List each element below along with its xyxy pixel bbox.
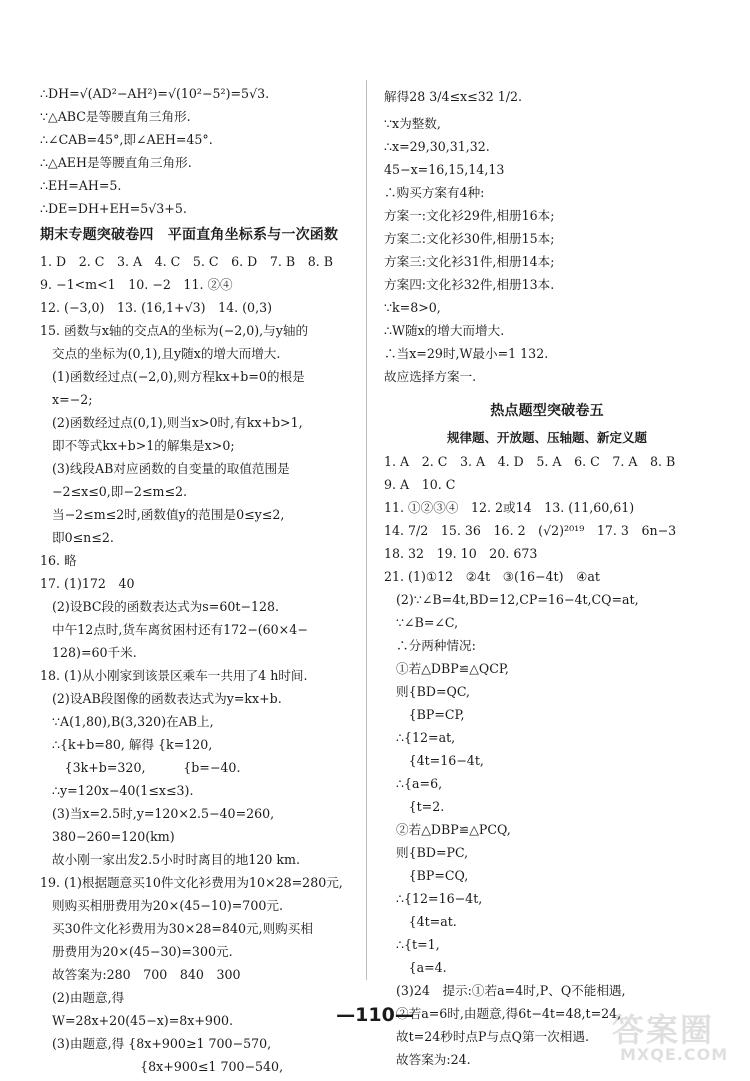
text-line: ∴购买方案有4种: [384,185,485,200]
text-line: 即不等式kx+b>1的解集是x>0; [52,438,235,453]
text-line: 方案一:文化衫29件,相册16本; [384,208,555,223]
text-line: (2)由题意,得 [52,990,125,1005]
watermark-logo [606,1001,736,1069]
equation-system-line: {4t=16−4t, [396,753,484,768]
inequality-system-line: (3)由题意,得 {8x+900≥1 700−570, [52,1036,272,1051]
text-line: ②若a=6时,由题意,得6t−4t=48,t=24, [396,1006,622,1021]
text-line: ∴DH=√(AD²−AH²)=√(10²−5²)=5√3. [40,86,270,101]
column-divider [366,80,367,980]
text-line: 中午12点时,货车离贫困村还有172−(60×4− [52,622,308,637]
left-column [40,82,358,1078]
text-line: 则购买相册费用为20×(45−10)=700元. [52,898,283,913]
equation-system-line: {a=4. [396,960,447,975]
equation-system-line: {4t=at. [396,914,457,929]
equation-system-line: {BP=CP, [396,707,465,722]
text-line: ∴△AEH是等腰直角三角形. [40,155,192,170]
text-line: 买30件文化衫费用为30×28=840元,则购买相 [52,921,313,936]
text-line: (1)函数经过点(−2,0),则方程kx+b=0的根是 [52,369,305,384]
text-line: 方案二:文化衫30件,相册15本; [384,231,555,246]
section-title: 期末专题突破卷四 平面直角坐标系与一次函数 [40,227,339,243]
text-line: 故t=24秒时点P与点Q第一次相遇. [396,1029,589,1044]
section-title: 热点题型突破卷五 [490,403,604,419]
text-line: (3)线段AB对应函数的自变量的取值范围是 [52,461,290,476]
text-line: 交点的坐标为(0,1),且y随x的增大而增大. [52,346,281,361]
text-line: ∴分两种情况: [396,638,476,653]
text-line: 9. A 10. C [384,477,456,492]
inequality-system-line: {8x+900≤1 700−540, [52,1059,284,1074]
text-line: (3)当x=2.5时,y=120×2.5−40=260, [52,806,275,821]
text-line: ∴当x=29时,W最小=1 132. [384,346,549,361]
text-line: 380−260=120(km) [52,829,175,844]
text-line: W=28x+20(45−x)=8x+900. [52,1013,233,1028]
text-line: ∵∠B=∠C, [396,615,459,630]
text-line: ∴x=29,30,31,32. [384,139,490,154]
text-line: 故小刚一家出发2.5小时时离目的地120 km. [52,852,300,867]
text-line: 18. 32 19. 10 20. 673 [384,546,538,561]
equation-system-line: 则{BD=QC, [396,684,471,699]
text-line: 册费用为20×(45−30)=300元. [52,944,233,959]
text-line: 当−2≤m≤2时,函数值y的范围是0≤y≤2, [52,507,285,522]
text-line: ∵k=8>0, [384,300,441,315]
equation-system-line: {t=2. [396,799,445,814]
equation-system-line: ∴{12=at, [396,730,456,745]
equation-system-line: {BP=CQ, [396,868,469,883]
right-column [384,82,710,1071]
text-line: 15. 函数与x轴的交点A的坐标为(−2,0),与y轴的 [40,323,309,338]
text-line: 故答案为:280 700 840 300 [52,967,241,982]
equation-system-line: ∴{a=6, [396,776,443,791]
watermark-text: 答案圈 [612,1011,715,1049]
text-line: 方案四:文化衫32件,相册13本. [384,277,555,292]
page-number: —110— [336,1004,414,1026]
section-subtitle: 规律题、开放题、压轴题、新定义题 [446,430,647,445]
text-line: ②若△DBP≌△PCQ, [396,822,511,837]
text-line: 9. −1<m<1 10. −2 11. ②④ [40,277,233,292]
text-line: 18. (1)从小刚家到该景区乘车一共用了4 h时间. [40,668,308,683]
text-line: 45−x=16,15,14,13 [384,162,505,177]
text-line: ∵△ABC是等腰直角三角形. [40,109,191,124]
text-line: ∴y=120x−40(1≤x≤3). [52,783,194,798]
text-line: ∴∠CAB=45°,即∠AEH=45°. [40,132,213,147]
equation-system-line: ∴{12=16−4t, [396,891,483,906]
text-line: 128)=60千米. [52,645,137,660]
text-line: (2)函数经过点(0,1),则当x>0时,有kx+b>1, [52,415,303,430]
text-line: ∵A(1,80),B(3,320)在AB上, [52,714,214,729]
equation-system-line: ∴{k+b=80, 解得 {k=120, [52,737,213,752]
equation-system-line: {3k+b=320, {b=−40. [52,760,241,775]
text-line: ①若△DBP≌△QCP, [396,661,509,676]
text-line: 19. (1)根据题意买10件文化衫费用为10×28=280元, [40,875,343,890]
text-line: 16. 略 [40,553,77,568]
text-line: 21. (1)①12 ②4t ③(16−4t) ④at [384,569,600,584]
text-line: (2)设AB段图像的函数表达式为y=kx+b. [52,691,282,706]
text-line: ∴W随x的增大而增大. [384,323,505,338]
text-line: 1. A 2. C 3. A 4. D 5. A 6. C 7. A 8. B [384,454,676,469]
text-line: 11. ①②③④ 12. 2或14 13. (11,60,61) [384,500,635,515]
text-line: x=−2; [52,392,93,407]
text-line: ∵x为整数, [384,116,441,131]
equation-system-line: ∴{t=1, [396,937,440,952]
text-line: 故答案为:24. [396,1052,471,1067]
text-line: ∴DE=DH+EH=5√3+5. [40,201,187,216]
text-line: 14. 7/2 15. 36 16. 2 (√2)²⁰¹⁹ 17. 3 6n−3 [384,523,677,538]
text-line: ∴EH=AH=5. [40,178,122,193]
text-line: 17. (1)172 40 [40,576,135,591]
text-line: 12. (−3,0) 13. (16,1+√3) 14. (0,3) [40,300,273,315]
text-line: 故应选择方案一. [384,369,477,384]
text-line: 方案三:文化衫31件,相册14本; [384,254,555,269]
text-line: (2)∵∠B=4t,BD=12,CP=16−4t,CQ=at, [396,592,639,607]
text-line: 解得28 3/4≤x≤32 1/2. [384,89,522,104]
text-line: −2≤x≤0,即−2≤m≤2. [52,484,188,499]
text-line: 1. D 2. C 3. A 4. C 5. C 6. D 7. B 8. B [40,254,334,269]
text-line: 即0≤n≤2. [52,530,114,545]
text-line: (2)设BC段的函数表达式为s=60t−128. [52,599,280,614]
equation-system-line: 则{BD=PC, [396,845,469,860]
text-line: (3)24 提示:①若a=4时,P、Q不能相遇, [396,983,626,998]
watermark-url: MXQE.COM [620,1045,729,1064]
